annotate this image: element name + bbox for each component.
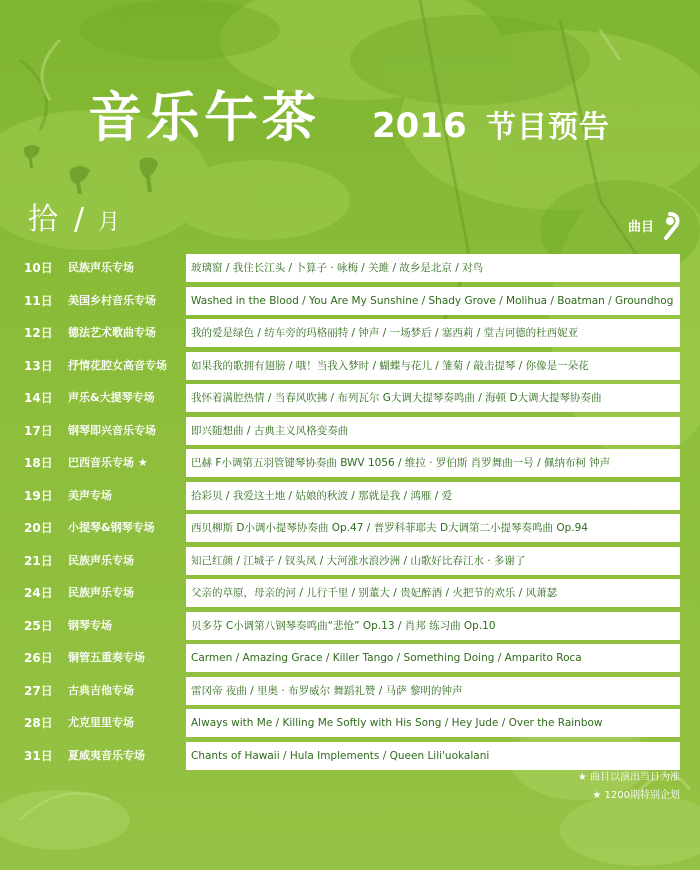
- row-day: 13日: [24, 358, 53, 373]
- row-day: 17日: [24, 423, 53, 438]
- schedule-table: [0, 254, 700, 774]
- schedule-row: [0, 449, 700, 482]
- row-tracks: 我的爱是绿色 / 纺车旁的玛格丽特 / 钟声 / 一场梦后 / 塞西莉 / 堂吉诃德的杜西妮亚: [186, 319, 680, 347]
- row-day: 25日: [24, 618, 53, 633]
- schedule-row: [0, 514, 700, 547]
- row-special: 夏威夷音乐专场: [68, 748, 145, 762]
- row-day: 24日: [24, 586, 53, 600]
- row-tracks: 即兴随想曲 / 古典主义风格变奏曲: [186, 417, 680, 445]
- row-special: 尤克里里专场: [68, 716, 134, 729]
- music-note-icon: [658, 212, 682, 240]
- footnote-special-edition: ★ 1200期特别企划: [592, 790, 680, 801]
- schedule-row: [0, 547, 700, 580]
- row-tracks: 雷冈帝 夜曲 / 里奥 · 布罗威尔 舞蹈礼赞 / 马萨 黎明的钟声: [186, 677, 680, 705]
- row-tracks: 贝多芬 C小调第八钢琴奏鸣曲“悲怆” Op.13 / 肖邦 练习曲 Op.10: [186, 612, 680, 640]
- row-tracks: 我怀着满腔热情 / 当春风吹拂 / 布列瓦尔 G大调大提琴奏鸣曲 / 海顿 D大调大提琴协奏曲: [186, 384, 680, 412]
- row-special: 民族声乐专场: [68, 586, 134, 599]
- row-special: 钢琴专场: [68, 618, 112, 632]
- schedule-row: [0, 644, 700, 677]
- schedule-row: [0, 287, 700, 320]
- month-number: 拾: [28, 202, 58, 237]
- row-tracks: Chants of Hawaii / Hula Implements / Queen Lili'uokalani: [186, 742, 680, 770]
- schedule-row: [0, 612, 700, 645]
- row-special: 声乐&大提琴专场: [68, 391, 155, 404]
- row-special: 铜管五重奏专场: [68, 651, 145, 664]
- row-tracks: Carmen / Amazing Grace / Killer Tango / Something Doing / Amparito Roca: [186, 644, 680, 672]
- schedule-row: [0, 319, 700, 352]
- row-tracks: 知己红颜 / 江城子 / 钗头凤 / 大河涨水浪沙洲 / 山歌好比春江水 · 多谢了: [186, 547, 680, 575]
- row-day: 14日: [24, 391, 53, 405]
- row-tracks: 如果我的歌拥有翅膀 / 哦！当我入梦时 / 蝴蝶与花儿 / 雏菊 / 敲击提琴 / 你像是一朵花: [186, 352, 680, 380]
- poster-title: 音乐午茶: [88, 86, 320, 149]
- row-day: 10日: [24, 261, 53, 275]
- schedule-row: [0, 417, 700, 450]
- month-divider: /: [74, 202, 85, 237]
- poster-subtitle: 节目预告: [486, 110, 610, 145]
- schedule-row: [0, 579, 700, 612]
- row-special: 德法艺术歌曲专场: [68, 326, 156, 339]
- row-day: 11日: [24, 293, 53, 308]
- row-special: 小提琴&钢琴专场: [68, 521, 155, 534]
- row-special: 美国乡村音乐专场: [68, 293, 156, 307]
- row-tracks: 巴赫 F小调第五羽管键琴协奏曲 BWV 1056 / 维拉 · 罗伯斯 肖罗舞曲一号 / 佩纳布柯 钟声: [186, 449, 680, 477]
- schedule-row: [0, 677, 700, 710]
- month-unit: 月: [98, 210, 121, 235]
- row-special: 古典吉他专场: [68, 683, 134, 697]
- row-day: 31日: [24, 748, 53, 763]
- row-day: 19日: [24, 488, 53, 503]
- schedule-row: [0, 482, 700, 515]
- row-special: 钢琴即兴音乐专场: [68, 423, 156, 437]
- row-tracks: 拾彩贝 / 我爱这土地 / 姑娘的秋波 / 那就是我 / 鸿雁 / 爱: [186, 482, 680, 510]
- poster-year: 2016: [372, 106, 467, 146]
- row-special: 民族声乐专场: [68, 553, 134, 567]
- schedule-row: [0, 352, 700, 385]
- row-tracks: Washed in the Blood / You Are My Sunshine / Shady Grove / Molihua / Boatman / Groundhog: [186, 287, 680, 315]
- row-tracks: Always with Me / Killing Me Softly with His Song / Hey Jude / Over the Rainbow: [186, 709, 680, 737]
- row-day: 28日: [24, 716, 53, 730]
- row-day: 12日: [24, 326, 53, 340]
- schedule-row: [0, 709, 700, 742]
- row-tracks: 玻璃窗 / 我住长江头 / 卜算子 · 咏梅 / 关雎 / 故乡是北京 / 对鸟: [186, 254, 680, 282]
- row-tracks: 父亲的草原，母亲的河 / 儿行千里 / 别董大 / 贵妃醉酒 / 火把节的欢乐 / 风萧瑟: [186, 579, 680, 607]
- row-day: 26日: [24, 651, 53, 665]
- row-day: 27日: [24, 683, 53, 698]
- row-day: 20日: [24, 521, 53, 535]
- row-day: 21日: [24, 553, 53, 568]
- row-special: 美声专场: [68, 488, 112, 502]
- row-special: 抒情花腔女高音专场: [68, 358, 167, 372]
- schedule-row: [0, 254, 700, 287]
- row-special: 巴西音乐专场 ★: [68, 456, 148, 469]
- row-special: 民族声乐专场: [68, 261, 134, 274]
- footnote-tracks-subject-to-change: ★ 曲目以演出当日为准: [577, 772, 680, 783]
- tracks-column-label: 曲目: [628, 220, 655, 235]
- row-day: 18日: [24, 456, 53, 470]
- schedule-row: [0, 384, 700, 417]
- row-tracks: 西贝柳斯 D小调小提琴协奏曲 Op.47 / 普罗科菲耶夫 D大调第二小提琴奏鸣曲 Op.94: [186, 514, 680, 542]
